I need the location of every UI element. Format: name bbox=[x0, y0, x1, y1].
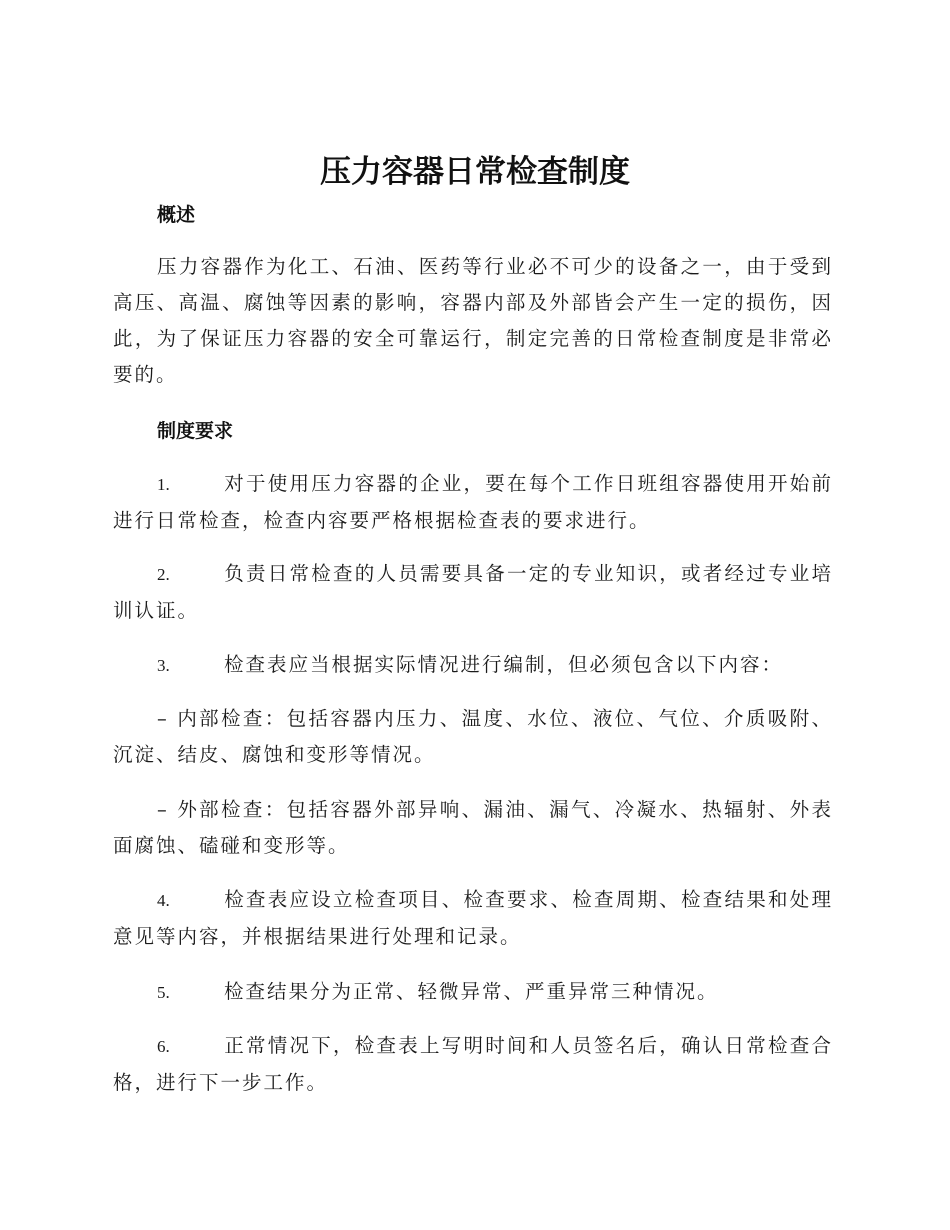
requirement-item bbox=[113, 647, 833, 684]
item-number: 6. bbox=[157, 1037, 170, 1056]
requirement-item bbox=[113, 556, 833, 629]
section-heading-requirements: 制度要求 bbox=[157, 420, 234, 442]
item-number: 3. bbox=[157, 656, 170, 675]
item-text: 检查结果分为正常、轻微异常、严重异常三种情况。 bbox=[224, 980, 719, 1003]
sub-item-external-check: – 外部检查：包括容器外部异响、漏油、漏气、冷凝水、热辐射、外表面腐蚀、磕碰和变形等。 bbox=[113, 798, 833, 857]
requirement-item bbox=[113, 466, 833, 539]
item-text: 检查表应设立检查项目、检查要求、检查周期、检查结果和处理意见等内容，并根据结果进行处理和记录。 bbox=[113, 888, 833, 948]
section-heading-overview: 概述 bbox=[157, 204, 196, 226]
item-number: 2. bbox=[157, 565, 170, 584]
item-text: 负责日常检查的人员需要具备一定的专业知识，或者经过专业培训认证。 bbox=[113, 562, 833, 622]
requirement-item bbox=[113, 882, 833, 955]
item-text: 正常情况下，检查表上写明时间和人员签名后，确认日常检查合格，进行下一步工作。 bbox=[113, 1034, 833, 1094]
item-number: 1. bbox=[157, 475, 170, 494]
sub-item-internal-check: – 内部检查：包括容器内压力、温度、水位、液位、气位、介质吸附、沉淀、结皮、腐蚀和变形等情况。 bbox=[113, 707, 833, 766]
item-number: 5. bbox=[157, 983, 170, 1002]
item-text: 检查表应当根据实际情况进行编制，但必须包含以下内容： bbox=[224, 653, 784, 676]
document-title: 压力容器日常检查制度 bbox=[320, 154, 630, 190]
requirement-item bbox=[113, 1028, 833, 1101]
requirement-item bbox=[113, 974, 833, 1011]
item-text: 对于使用压力容器的企业，要在每个工作日班组容器使用开始前进行日常检查，检查内容要严格根据检查表的要求进行。 bbox=[113, 472, 833, 532]
item-number: 4. bbox=[157, 891, 170, 910]
overview-paragraph: 压力容器作为化工、石油、医药等行业必不可少的设备之一，由于受到高压、高温、腐蚀等因素的影响，容器内部及外部皆会产生一定的损伤，因此，为了保证压力容器的安全可靠运行，制定完善的日常检查制度是非常必要的。 bbox=[113, 255, 833, 386]
